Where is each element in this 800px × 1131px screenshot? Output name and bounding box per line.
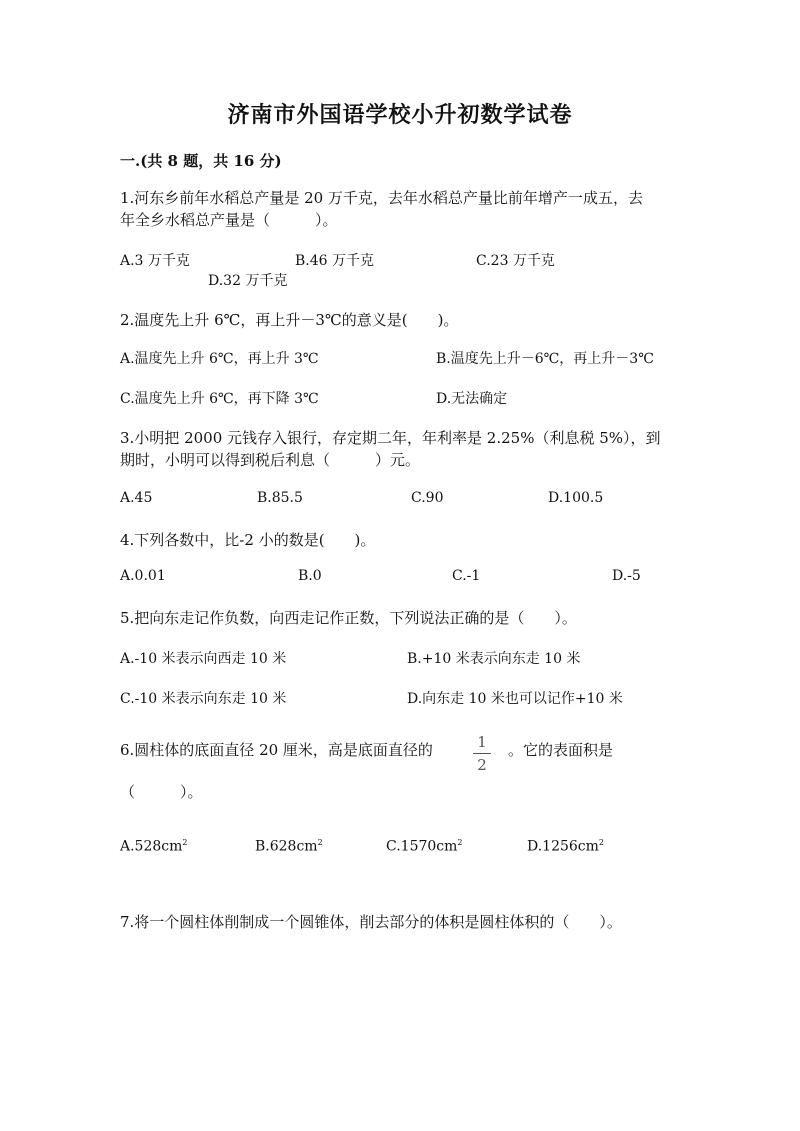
question-5-option-b[interactable]: B.+10 米表示向东走 10 米 <box>407 651 581 667</box>
question-6-option-c-text: C.1570cm <box>386 838 458 855</box>
fraction-numerator: 1 <box>477 733 487 751</box>
question-6-option-b-text: B.628cm <box>255 838 318 855</box>
question-1-option-b[interactable]: B.46 万千克 <box>295 253 375 269</box>
question-3-option-a[interactable]: A.45 <box>120 490 153 506</box>
question-2-option-a[interactable]: A.温度先上升 6℃，再上升 3℃ <box>120 351 319 367</box>
question-5-option-d[interactable]: D.向东走 10 米也可以记作+10 米 <box>407 691 623 707</box>
question-2-stem: 2.温度先上升 6℃，再上升－3℃的意义是( )。 <box>120 311 459 329</box>
superscript-2: 2 <box>598 838 605 847</box>
fraction-one-half <box>471 733 493 774</box>
superscript-2: 2 <box>457 838 463 847</box>
question-4-option-b[interactable]: B.0 <box>298 568 322 584</box>
fraction-bar <box>473 753 491 754</box>
question-6-option-a[interactable] <box>120 838 188 855</box>
question-6-stem-line-2: （ ）。 <box>120 783 203 801</box>
question-3-option-d[interactable]: D.100.5 <box>548 490 604 506</box>
question-6-option-c[interactable] <box>386 838 463 855</box>
section-heading: 一.(共 8 题，共 16 分) <box>120 152 282 170</box>
question-3-option-b[interactable]: B.85.5 <box>257 490 303 506</box>
question-6-stem-line-1: 6.圆柱体的底面直径 20 厘米，高是底面直径的 <box>120 741 433 759</box>
question-6-stem-tail: 。它的表面积是 <box>508 741 614 759</box>
question-4-stem: 4.下列各数中，比-2 小的数是( )。 <box>120 531 376 549</box>
question-5-option-a[interactable]: A.-10 米表示向西走 10 米 <box>120 651 287 667</box>
question-5-stem: 5.把向东走记作负数，向西走记作正数，下列说法正确的是（ ）。 <box>120 609 577 627</box>
question-1-option-c[interactable]: C.23 万千克 <box>476 253 555 269</box>
question-1-stem-line-1: 1.河东乡前年水稻总产量是 20 万千克，去年水稻总产量比前年增产一成五，去 <box>120 189 643 207</box>
question-6-option-b[interactable] <box>255 838 323 855</box>
question-6-option-a-text: A.528cm <box>120 838 183 855</box>
superscript-2: 2 <box>317 838 323 847</box>
superscript-2: 2 <box>182 838 188 847</box>
question-6-option-d[interactable] <box>527 838 604 855</box>
question-2-option-b[interactable]: B.温度先上升－6℃，再上升－3℃ <box>436 351 654 367</box>
question-2-option-d[interactable]: D.无法确定 <box>436 391 508 407</box>
question-3-option-c[interactable]: C.90 <box>411 490 444 506</box>
question-6-option-d-text: D.1256cm <box>527 838 599 855</box>
question-4-option-d[interactable]: D.-5 <box>612 568 641 584</box>
question-3-stem-line-2: 期时，小明可以得到税后利息（ ）元。 <box>120 451 421 469</box>
question-4-option-c[interactable]: C.-1 <box>452 568 481 584</box>
exam-title: 济南市外国语学校小升初数学试卷 <box>227 102 573 128</box>
question-5-option-c[interactable]: C.-10 米表示向东走 10 米 <box>120 691 287 707</box>
question-1-option-a[interactable]: A.3 万千克 <box>120 253 190 269</box>
question-2-option-c[interactable]: C.温度先上升 6℃，再下降 3℃ <box>120 391 319 407</box>
question-3-stem-line-1: 3.小明把 2000 元钱存入银行，存定期二年，年利率是 2.25%（利息税 5%），到 <box>120 429 661 447</box>
question-1-option-d[interactable]: D.32 万千克 <box>208 273 288 289</box>
question-7-stem: 7.将一个圆柱体削制成一个圆锥体，削去部分的体积是圆柱体积的（ ）。 <box>120 913 622 931</box>
fraction-denominator: 2 <box>477 756 487 774</box>
question-1-stem-line-2: 年全乡水稻总产量是（ ）。 <box>120 211 338 229</box>
question-4-option-a[interactable]: A.0.01 <box>120 568 166 584</box>
